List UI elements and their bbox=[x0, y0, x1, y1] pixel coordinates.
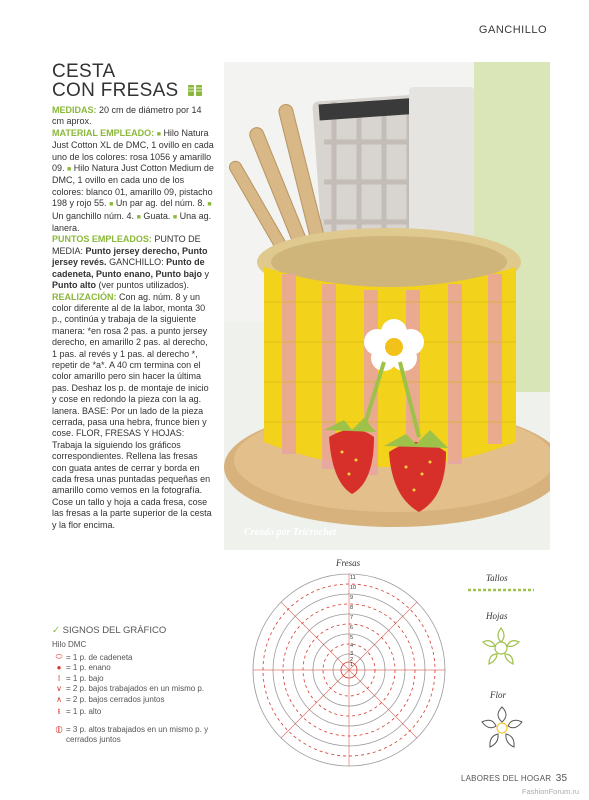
legend-heading-text: SIGNOS DEL GRÁFICO bbox=[62, 625, 167, 636]
round-number: 10 bbox=[350, 585, 357, 591]
double-crochet-icon: ŧ bbox=[57, 707, 61, 716]
round-number: 7 bbox=[350, 615, 354, 621]
legend-row bbox=[52, 652, 242, 663]
legend-row bbox=[52, 705, 242, 719]
title-line-2: CON FRESAS bbox=[52, 80, 179, 101]
title-line-1: CESTA bbox=[52, 61, 116, 82]
fresas-diagram-title: Fresas bbox=[336, 558, 361, 568]
flor-label: Flor bbox=[490, 690, 507, 700]
round-number: 11 bbox=[350, 575, 356, 581]
bullet-square-icon: ■ bbox=[156, 130, 161, 138]
chain-stitch-icon: ⬭ bbox=[55, 652, 63, 662]
legend-text: = 2 p. bajos cerrados juntos bbox=[66, 694, 165, 704]
round-number: 4 bbox=[350, 643, 354, 649]
puntos-text: PUNTO DE MEDIA: bbox=[52, 234, 201, 256]
single-crochet-icon: ǀ bbox=[57, 673, 61, 683]
bullet-square-icon: ■ bbox=[172, 213, 178, 221]
round-number: 5 bbox=[350, 635, 354, 641]
puntos-bold: Punto de cadeneta, Punto enano, Punto bajo bbox=[52, 257, 205, 279]
bullet-square-icon: ■ bbox=[67, 166, 72, 174]
basket-illustration bbox=[224, 62, 550, 550]
section-label: GANCHILLO bbox=[478, 24, 547, 36]
material-item: Un par ag. del núm. 8. bbox=[115, 198, 205, 209]
photo-credit: Creado por Tricrochet bbox=[244, 527, 336, 538]
legend-row bbox=[52, 694, 242, 705]
legend-text: = 1 p. alto bbox=[66, 707, 102, 716]
flower-diagram bbox=[477, 703, 527, 753]
realizacion-label: REALIZACIÓN: bbox=[52, 291, 117, 302]
puntos-bold: Punto alto bbox=[52, 280, 96, 291]
stem-diagram bbox=[466, 586, 536, 594]
legend-heading bbox=[52, 625, 242, 636]
medidas-label: MEDIDAS: bbox=[52, 105, 97, 115]
legend-row bbox=[52, 684, 242, 695]
puntos-text: GANCHILLO: bbox=[106, 257, 167, 268]
bullet-square-icon: ■ bbox=[207, 201, 212, 209]
round-number: 2 bbox=[350, 657, 354, 663]
material-item: Una ag. lanera. bbox=[52, 210, 212, 234]
slip-stitch-icon: ● bbox=[56, 663, 62, 673]
legend-row bbox=[52, 673, 242, 684]
increase-icon: ∨ bbox=[56, 684, 62, 694]
cluster-stitch-icon: ⦶ bbox=[55, 724, 63, 736]
hojas-label: Hojas bbox=[486, 611, 508, 621]
watermark: FashionForum.ru bbox=[521, 787, 579, 796]
legend-text: = 1 p. enano bbox=[66, 663, 111, 673]
round-number: 3 bbox=[350, 651, 354, 657]
basket-photo bbox=[224, 62, 550, 550]
realizacion-text: Con ag. núm. 8 y un color diferente al de la labor, monta 30 p., continúa y trabaja de la siguiente manera: *en rosa 2 pas. a punto jersey derecho, en amarillo 2 pas. al derecho, 1 pas. al revés y 1 pas. al derecho *, repetir de *a*. A 40 cm termina con el color amarillo pero sin hacer la última pas. Deshaz los p. de montaje de inicio y cose en redondo la pieza con la ag. lanera. BASE: Por un lado de la pieza cerrada, pasa una hebra, frunce bien y cose. FLOR, FRESAS Y HOJAS: Trabaja la siguiendo los gráficos correspondientes. Rellena las fresas con guata antes de cerrar y borda en cada fresa unas puntadas pequeñas en amarillo como vemos en la fotografía. Cose un tallo y hoja a cada fresa, cose las fresas a la parte superior de la cesta y la flor encima. bbox=[52, 291, 212, 530]
medidas-text: 20 cm de diámetro por 14 cm aprox. bbox=[52, 105, 202, 127]
material-item: Hilo Natura Just Cotton Medium de DMC, 1 ovillo en cada uno de los colores: blanco 01, amarillo 09, pistacho 198 y rojo 55. bbox=[52, 163, 214, 209]
legend-row bbox=[52, 663, 242, 674]
puntos-label: PUNTOS EMPLEADOS: bbox=[52, 234, 152, 245]
tallos-label: Tallos bbox=[486, 573, 508, 583]
yarn-icon bbox=[187, 84, 203, 97]
magazine-name: LABORES DEL HOGAR bbox=[461, 774, 552, 783]
chart-legend bbox=[52, 625, 242, 747]
round-number: 6 bbox=[350, 625, 354, 631]
puntos-bold: Punto jersey derecho, Punto jersey revés. bbox=[52, 245, 208, 268]
material-label: MATERIAL EMPLEADO: bbox=[52, 127, 155, 138]
page-title bbox=[52, 62, 203, 100]
legend-text: = 3 p. altos trabajados en un mismo p. y cerrados juntos bbox=[66, 724, 209, 744]
decrease-icon: ∧ bbox=[56, 694, 62, 704]
material-item: Guata. bbox=[143, 210, 171, 221]
legend-text: = 1 p. de cadeneta bbox=[66, 652, 133, 662]
round-number: 8 bbox=[350, 605, 354, 611]
page-footer bbox=[461, 773, 567, 784]
legend-text: = 2 p. bajos trabajados en un mismo p. bbox=[66, 684, 205, 694]
page-number: 35 bbox=[555, 773, 568, 784]
puntos-text: y bbox=[202, 268, 210, 279]
bullet-square-icon: ■ bbox=[136, 213, 141, 221]
strawberry-diagram bbox=[249, 570, 449, 770]
legend-subheading: Hilo DMC bbox=[52, 640, 87, 649]
checkmark-icon: ✓ bbox=[52, 625, 60, 636]
material-item: Un ganchillo núm. 4. bbox=[52, 210, 135, 221]
puntos-text: (ver puntos utilizados). bbox=[96, 280, 190, 291]
round-number: 9 bbox=[350, 595, 354, 601]
leaf-diagram bbox=[477, 624, 525, 672]
legend-text: = 1 p. bajo bbox=[66, 673, 104, 683]
material-item: Hilo Natura Just Cotton XL de DMC, 1 ovillo en cada uno de los colores: rosa 1056 y amarillo 09. bbox=[52, 127, 214, 174]
legend-row bbox=[52, 725, 242, 747]
round-number: 1 bbox=[350, 662, 354, 668]
bullet-square-icon: ■ bbox=[109, 201, 114, 209]
instructions-text bbox=[52, 105, 214, 531]
